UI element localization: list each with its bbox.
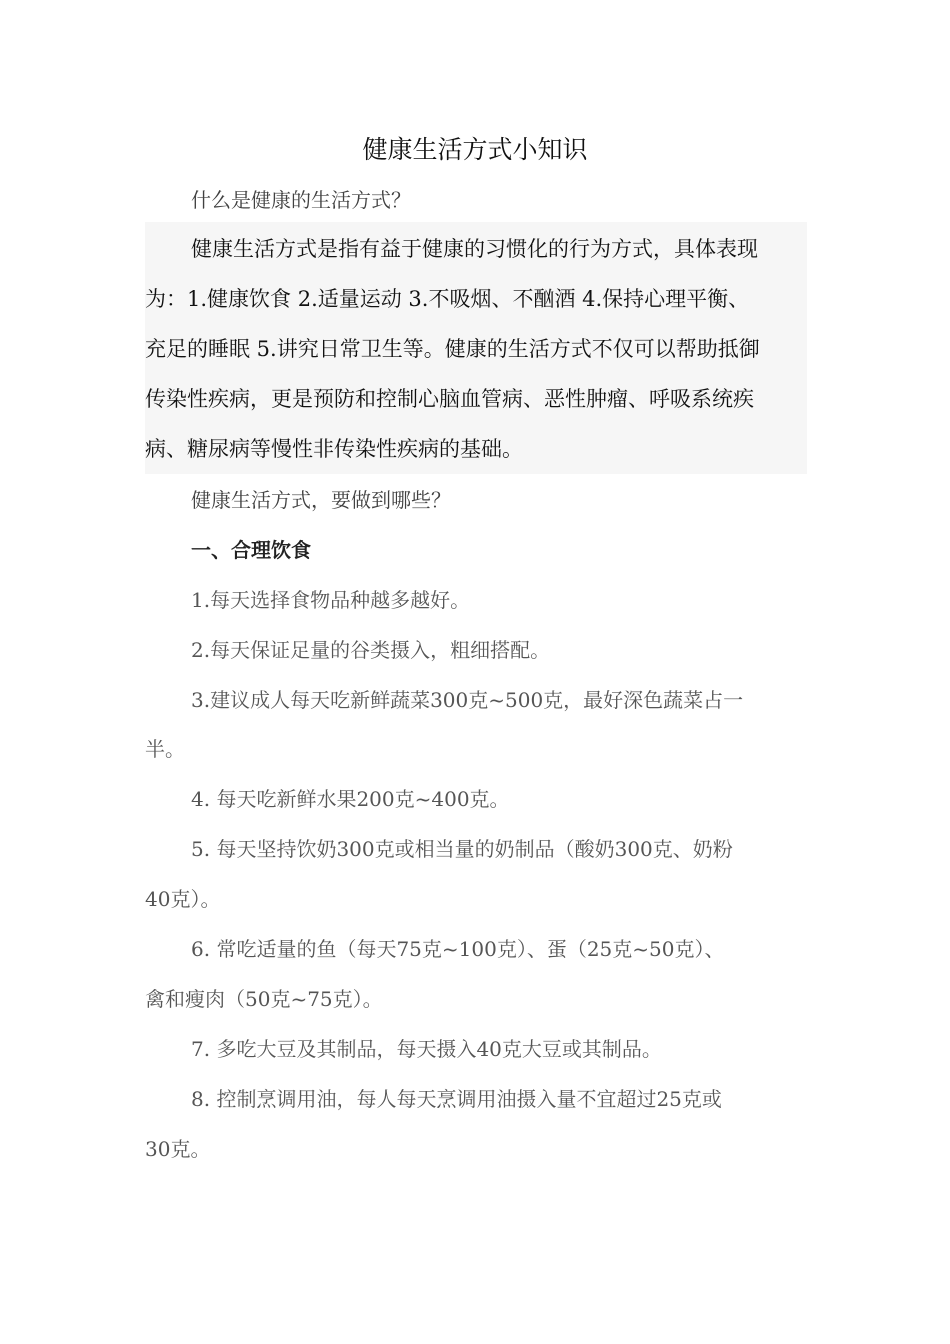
definition-line: 为：1.健康饮食 2.适量运动 3.不吸烟、不酗酒 4.保持心理平衡、	[145, 287, 750, 311]
definition-line: 传染性疾病，更是预防和控制心脑血管病、恶性肿瘤、呼吸系统疾	[145, 387, 754, 411]
diet-item-8: 8. 控制烹调用油，每人每天烹调用油摄入量不宜超过25克或	[191, 1087, 722, 1111]
question-what-is-healthy-lifestyle: 什么是健康的生活方式？	[191, 188, 411, 212]
question-what-to-do: 健康生活方式，要做到哪些？	[191, 488, 451, 512]
definition-line: 充足的睡眠 5.讲究日常卫生等。健康的生活方式不仅可以帮助抵御	[145, 337, 760, 361]
diet-item-3: 3.建议成人每天吃新鲜蔬菜300克~500克，最好深色蔬菜占一	[191, 688, 744, 712]
diet-item-5-continued: 40克）。	[145, 887, 221, 911]
diet-item-2: 2.每天保证足量的谷类摄入，粗细搭配。	[191, 638, 551, 662]
definition-line: 健康生活方式是指有益于健康的习惯化的行为方式，具体表现	[191, 237, 758, 261]
section-heading-diet: 一、合理饮食	[191, 538, 311, 562]
diet-item-6: 6. 常吃适量的鱼（每天75克~100克）、蛋（25克~50克）、	[191, 937, 725, 961]
diet-item-6-continued: 禽和瘦肉（50克~75克）。	[145, 987, 383, 1011]
diet-item-8-continued: 30克。	[145, 1137, 211, 1161]
diet-item-4: 4. 每天吃新鲜水果200克~400克。	[191, 787, 510, 811]
diet-item-3-continued: 半。	[145, 737, 185, 761]
document-title: 健康生活方式小知识	[362, 135, 588, 164]
diet-item-5: 5. 每天坚持饮奶300克或相当量的奶制品（酸奶300克、奶粉	[191, 837, 733, 861]
diet-item-7: 7. 多吃大豆及其制品，每天摄入40克大豆或其制品。	[191, 1037, 662, 1061]
definition-line: 病、糖尿病等慢性非传染性疾病的基础。	[145, 437, 523, 461]
diet-item-1: 1.每天选择食物品种越多越好。	[191, 588, 471, 612]
